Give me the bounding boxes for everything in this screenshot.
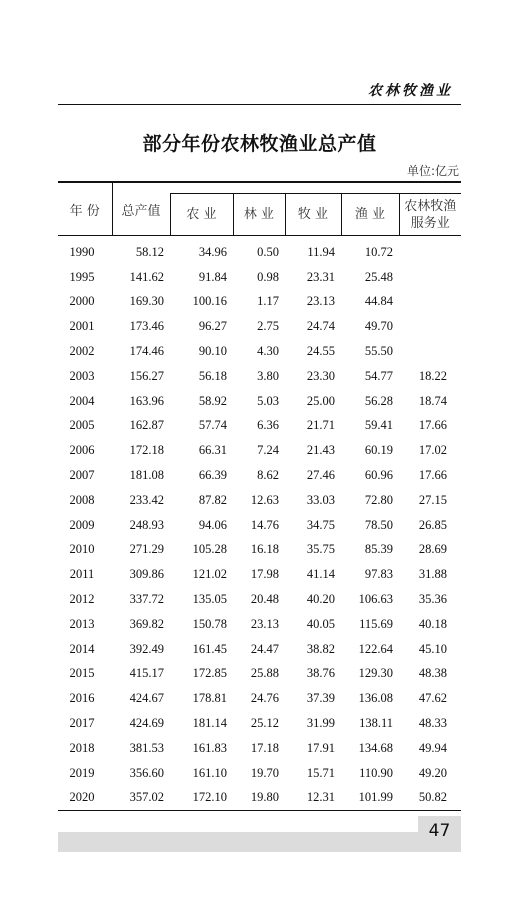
cell-services: 35.36 (418, 592, 447, 607)
cell-services (399, 314, 461, 339)
cell-agriculture: 66.31 (198, 443, 227, 458)
cell-total: 424.67 (129, 691, 164, 706)
table-row (58, 662, 461, 687)
cell-agriculture: 94.06 (198, 517, 227, 532)
cell-year: 2008 (69, 492, 95, 507)
cell-services: 17.66 (418, 468, 447, 483)
table-row (58, 761, 461, 786)
page-number: 47 (418, 816, 461, 852)
cell-animal-husbandry: 40.05 (306, 616, 335, 631)
cell-services: 27.15 (418, 492, 447, 507)
cell-fishery: 101.99 (341, 786, 399, 811)
cell-forestry: 20.48 (250, 592, 279, 607)
cell-fishery: 25.48 (364, 269, 393, 284)
cell-animal-husbandry: 34.75 (306, 517, 335, 532)
cell-agriculture: 90.10 (198, 344, 227, 359)
cell-total: 392.49 (129, 641, 164, 656)
cell-year: 2016 (69, 691, 95, 706)
cell-animal-husbandry: 12.31 (285, 786, 341, 811)
cell-agriculture: 105.28 (192, 542, 227, 557)
table-row (58, 290, 461, 315)
footer-bar (58, 832, 461, 852)
cell-animal-husbandry: 21.43 (306, 443, 335, 458)
cell-total: 356.60 (129, 765, 164, 780)
cell-services: 26.85 (418, 517, 447, 532)
cell-fishery: 115.69 (359, 616, 393, 631)
cell-animal-husbandry: 15.71 (306, 765, 335, 780)
cell-total: 309.86 (129, 567, 164, 582)
cell-forestry: 19.70 (250, 765, 279, 780)
cell-services: 45.10 (418, 641, 447, 656)
cell-services: 49.20 (418, 765, 447, 780)
cell-forestry: 24.76 (250, 691, 279, 706)
cell-year: 2019 (69, 765, 95, 780)
cell-year: 1995 (69, 269, 95, 284)
header-year: 年 份 (58, 182, 112, 236)
cell-animal-husbandry: 37.39 (306, 691, 335, 706)
cell-forestry: 1.17 (257, 294, 279, 309)
cell-agriculture: 57.74 (198, 418, 227, 433)
cell-forestry: 17.18 (250, 740, 279, 755)
table-row (58, 438, 461, 463)
header-services-line2: 服务业 (410, 215, 450, 231)
cell-animal-husbandry: 38.82 (306, 641, 335, 656)
cell-year: 2011 (69, 567, 95, 582)
cell-animal-husbandry: 31.99 (306, 716, 335, 731)
table-row (58, 612, 461, 637)
cell-fishery: 138.11 (359, 716, 393, 731)
header-forestry: 林 业 (233, 194, 285, 236)
cell-fishery: 44.84 (364, 294, 393, 309)
cell-agriculture: 172.85 (192, 666, 227, 681)
cell-agriculture: 66.39 (198, 468, 227, 483)
cell-animal-husbandry: 25.00 (306, 393, 335, 408)
cell-animal-husbandry: 41.14 (306, 567, 335, 582)
cell-agriculture: 87.82 (198, 492, 227, 507)
cell-agriculture: 161.45 (192, 641, 227, 656)
cell-forestry: 25.12 (250, 716, 279, 731)
cell-year: 2014 (69, 641, 95, 656)
cell-animal-husbandry: 23.13 (306, 294, 335, 309)
table-row (58, 488, 461, 513)
cell-animal-husbandry: 27.46 (306, 468, 335, 483)
cell-animal-husbandry: 24.55 (306, 344, 335, 359)
cell-agriculture: 34.96 (198, 244, 227, 259)
cell-forestry: 23.13 (250, 616, 279, 631)
cell-services: 18.74 (418, 393, 447, 408)
running-head (58, 80, 461, 105)
table-row (58, 339, 461, 364)
header-fishery: 渔 业 (341, 194, 399, 236)
cell-forestry: 8.62 (257, 468, 279, 483)
cell-forestry: 6.36 (257, 418, 279, 433)
cell-total: 233.42 (129, 492, 164, 507)
cell-year: 2004 (69, 393, 95, 408)
cell-year: 2013 (69, 616, 95, 631)
cell-services: 49.94 (418, 740, 447, 755)
cell-agriculture: 91.84 (198, 269, 227, 284)
cell-services: 47.62 (418, 691, 447, 706)
cell-fishery: 60.96 (364, 468, 393, 483)
cell-agriculture: 58.92 (198, 393, 227, 408)
cell-total: 172.18 (129, 443, 164, 458)
cell-services: 48.33 (418, 716, 447, 731)
cell-fishery: 59.41 (364, 418, 393, 433)
table-row (58, 364, 461, 389)
output-value-table (58, 181, 461, 811)
cell-total: 369.82 (129, 616, 164, 631)
cell-total: 173.46 (129, 319, 164, 334)
cell-services: 28.69 (418, 542, 447, 557)
cell-animal-husbandry: 38.76 (306, 666, 335, 681)
table-body (58, 236, 461, 811)
cell-forestry: 25.88 (250, 666, 279, 681)
header-spacer (170, 182, 461, 194)
cell-agriculture: 161.10 (192, 765, 227, 780)
cell-services: 50.82 (399, 786, 461, 811)
cell-agriculture: 178.81 (192, 691, 227, 706)
cell-services (399, 339, 461, 364)
table-row (58, 786, 461, 811)
cell-fishery: 60.19 (364, 443, 393, 458)
cell-forestry: 16.18 (250, 542, 279, 557)
cell-year: 2003 (69, 368, 95, 383)
cell-total: 381.53 (129, 740, 164, 755)
cell-total: 156.27 (129, 368, 164, 383)
cell-animal-husbandry: 17.91 (306, 740, 335, 755)
cell-animal-husbandry: 33.03 (306, 492, 335, 507)
cell-year: 2000 (69, 294, 95, 309)
cell-agriculture: 100.16 (192, 294, 227, 309)
cell-forestry: 7.24 (257, 443, 279, 458)
cell-total: 58.12 (135, 244, 164, 259)
table-row (58, 686, 461, 711)
cell-services: 17.02 (418, 443, 447, 458)
running-head-text: 农林牧渔业 (368, 83, 453, 99)
table-row (58, 538, 461, 563)
cell-fishery: 10.72 (364, 244, 393, 259)
cell-year: 2010 (69, 542, 95, 557)
cell-year: 2009 (69, 517, 95, 532)
cell-year: 2001 (69, 319, 95, 334)
cell-fishery: 56.28 (364, 393, 393, 408)
table-row (58, 414, 461, 439)
cell-fishery: 55.50 (364, 344, 393, 359)
cell-animal-husbandry: 11.94 (307, 244, 335, 259)
cell-services (399, 265, 461, 290)
cell-total: 337.72 (129, 592, 164, 607)
cell-forestry: 17.98 (250, 567, 279, 582)
cell-forestry: 19.80 (233, 786, 285, 811)
table-row (58, 587, 461, 612)
cell-year: 1990 (69, 244, 95, 259)
cell-total: 181.08 (129, 468, 164, 483)
header-services-line1: 农林牧渔 (404, 198, 457, 214)
page-title: 部分年份农林牧渔业总产值 (142, 133, 377, 155)
cell-agriculture: 121.02 (192, 567, 227, 582)
cell-animal-husbandry: 24.74 (306, 319, 335, 334)
cell-services (399, 236, 461, 265)
cell-fishery: 129.30 (358, 666, 393, 681)
table-row (58, 637, 461, 662)
cell-forestry: 14.76 (250, 517, 279, 532)
cell-year: 2018 (69, 740, 95, 755)
cell-forestry: 12.63 (250, 492, 279, 507)
table-row (58, 265, 461, 290)
cell-year: 2007 (69, 468, 95, 483)
cell-fishery: 85.39 (364, 542, 393, 557)
cell-total: 271.29 (129, 542, 164, 557)
cell-services: 17.66 (418, 418, 447, 433)
table-row (58, 236, 461, 265)
cell-year: 2002 (69, 344, 95, 359)
cell-agriculture: 172.10 (170, 786, 233, 811)
cell-year: 2020 (58, 786, 112, 811)
cell-animal-husbandry: 23.31 (306, 269, 335, 284)
table-row (58, 314, 461, 339)
cell-agriculture: 56.18 (198, 368, 227, 383)
cell-fishery: 110.90 (359, 765, 393, 780)
cell-agriculture: 135.05 (192, 592, 227, 607)
cell-fishery: 54.77 (364, 368, 393, 383)
cell-animal-husbandry: 21.71 (306, 418, 335, 433)
cell-animal-husbandry: 35.75 (306, 542, 335, 557)
cell-year: 2006 (69, 443, 95, 458)
cell-forestry: 0.50 (257, 244, 279, 259)
cell-animal-husbandry: 23.30 (306, 368, 335, 383)
cell-services (399, 290, 461, 315)
cell-total: 248.93 (129, 517, 164, 532)
cell-year: 2012 (69, 592, 95, 607)
cell-total: 174.46 (129, 344, 164, 359)
cell-fishery: 134.68 (358, 740, 393, 755)
cell-year: 2015 (69, 666, 95, 681)
cell-fishery: 106.63 (358, 592, 393, 607)
table-row (58, 513, 461, 538)
header-animal-husbandry: 牧 业 (285, 194, 341, 236)
cell-services: 18.22 (418, 368, 447, 383)
header-total: 总产值 (112, 182, 170, 236)
cell-services: 31.88 (418, 567, 447, 582)
cell-total: 415.17 (129, 666, 164, 681)
table-row (58, 711, 461, 736)
table-row (58, 736, 461, 761)
table-row (58, 562, 461, 587)
unit-label: 单位:亿元 (406, 164, 459, 178)
cell-agriculture: 96.27 (198, 319, 227, 334)
cell-total: 162.87 (129, 418, 164, 433)
cell-agriculture: 161.83 (192, 740, 227, 755)
table-row (58, 463, 461, 488)
cell-forestry: 5.03 (257, 393, 279, 408)
cell-agriculture: 181.14 (192, 716, 227, 731)
cell-fishery: 78.50 (364, 517, 393, 532)
cell-services: 40.18 (418, 616, 447, 631)
cell-fishery: 136.08 (358, 691, 393, 706)
cell-year: 2005 (69, 418, 95, 433)
header-agriculture: 农 业 (170, 194, 233, 236)
cell-total: 424.69 (129, 716, 164, 731)
cell-services: 48.38 (418, 666, 447, 681)
cell-year: 2017 (69, 716, 95, 731)
table-row (58, 389, 461, 414)
cell-fishery: 97.83 (364, 567, 393, 582)
cell-agriculture: 150.78 (192, 616, 227, 631)
cell-forestry: 4.30 (257, 344, 279, 359)
cell-animal-husbandry: 40.20 (306, 592, 335, 607)
cell-forestry: 0.98 (257, 269, 279, 284)
cell-forestry: 24.47 (250, 641, 279, 656)
cell-forestry: 3.80 (257, 368, 279, 383)
header-services (399, 194, 461, 236)
cell-total: 357.02 (112, 786, 170, 811)
cell-fishery: 49.70 (364, 319, 393, 334)
cell-forestry: 2.75 (257, 319, 279, 334)
cell-total: 169.30 (129, 294, 164, 309)
cell-total: 163.96 (129, 393, 164, 408)
cell-total: 141.62 (129, 269, 164, 284)
cell-fishery: 72.80 (364, 492, 393, 507)
cell-fishery: 122.64 (358, 641, 393, 656)
